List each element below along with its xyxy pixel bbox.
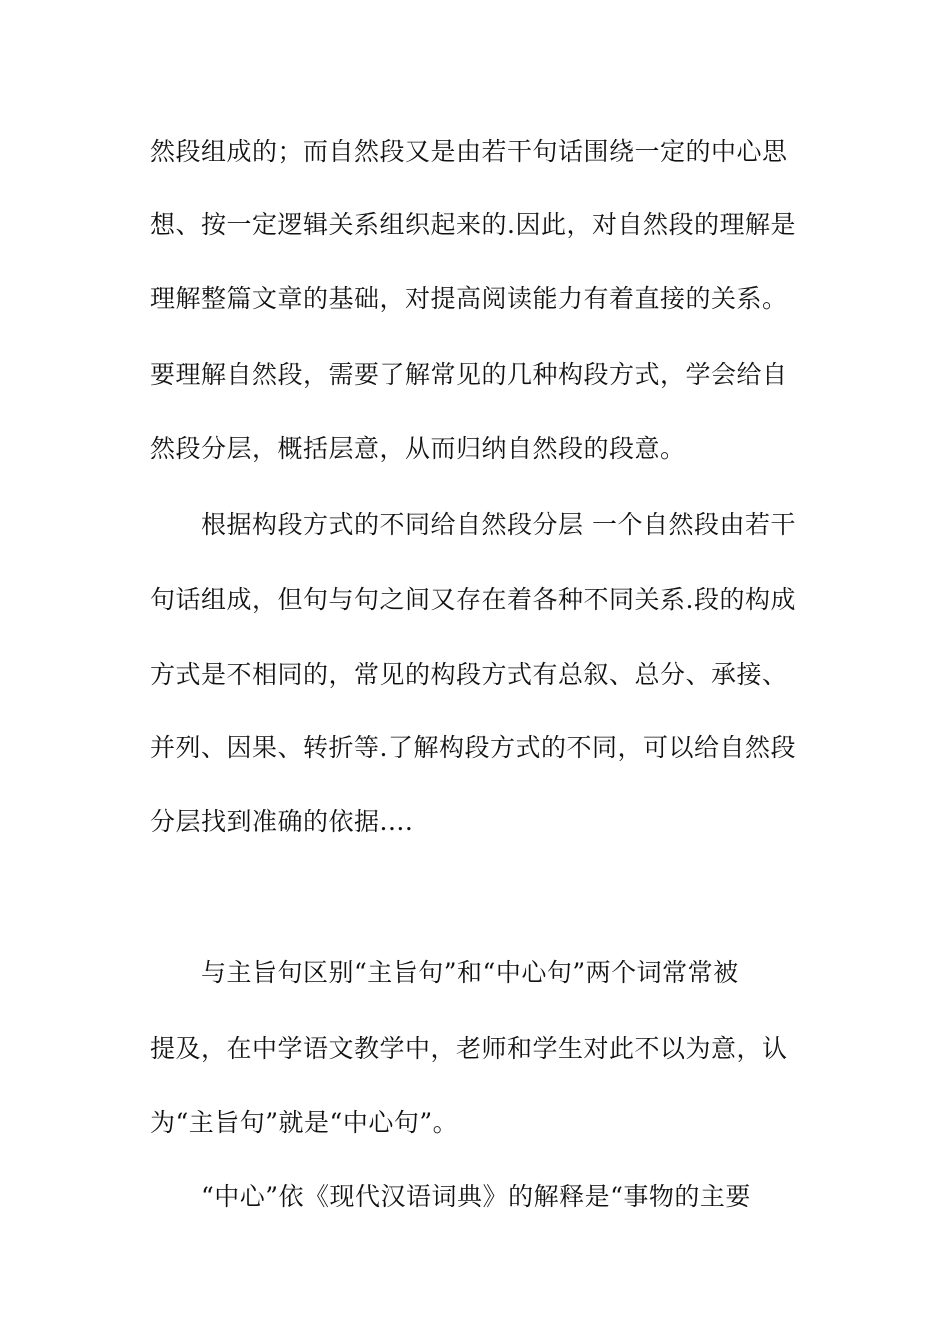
text-line: 然段组成的；而自然段又是由若干句话围绕一定的中心思 [150,137,788,166]
paragraph-start-line: 与主旨句区别“主旨句”和“中心句”两个词常常被 [201,958,739,987]
text-line: 为“主旨句”就是“中心句”。 [150,1108,459,1137]
text-line: 方式是不相同的，常见的构段方式有总叙、总分、承接、 [150,660,788,689]
text-line: 提及，在中学语文教学中，老师和学生对此不以为意，认 [150,1034,788,1063]
text-line: 并列、因果、转折等.了解构段方式的不同，可以给自然段 [150,733,796,762]
text-line: 要理解自然段，需要了解常见的几种构段方式，学会给自 [150,360,788,389]
text-line: 理解整篇文章的基础，对提高阅读能力有着直接的关系。 [150,284,788,313]
text-line: 想、按一定逻辑关系组织起来的.因此，对自然段的理解是 [150,210,796,239]
text-line: 然段分层，概括层意，从而归纳自然段的段意。 [150,434,686,463]
paragraph-start-line: “中心”依《现代汉语词典》的解释是“事物的主要 [201,1182,751,1211]
text-line: 分层找到准确的依据.... [150,807,414,836]
text-line: 句话组成，但句与句之间又存在着各种不同关系.段的构成 [150,585,796,614]
paragraph-start-line: 根据构段方式的不同给自然段分层 一个自然段由若干 [201,510,796,539]
